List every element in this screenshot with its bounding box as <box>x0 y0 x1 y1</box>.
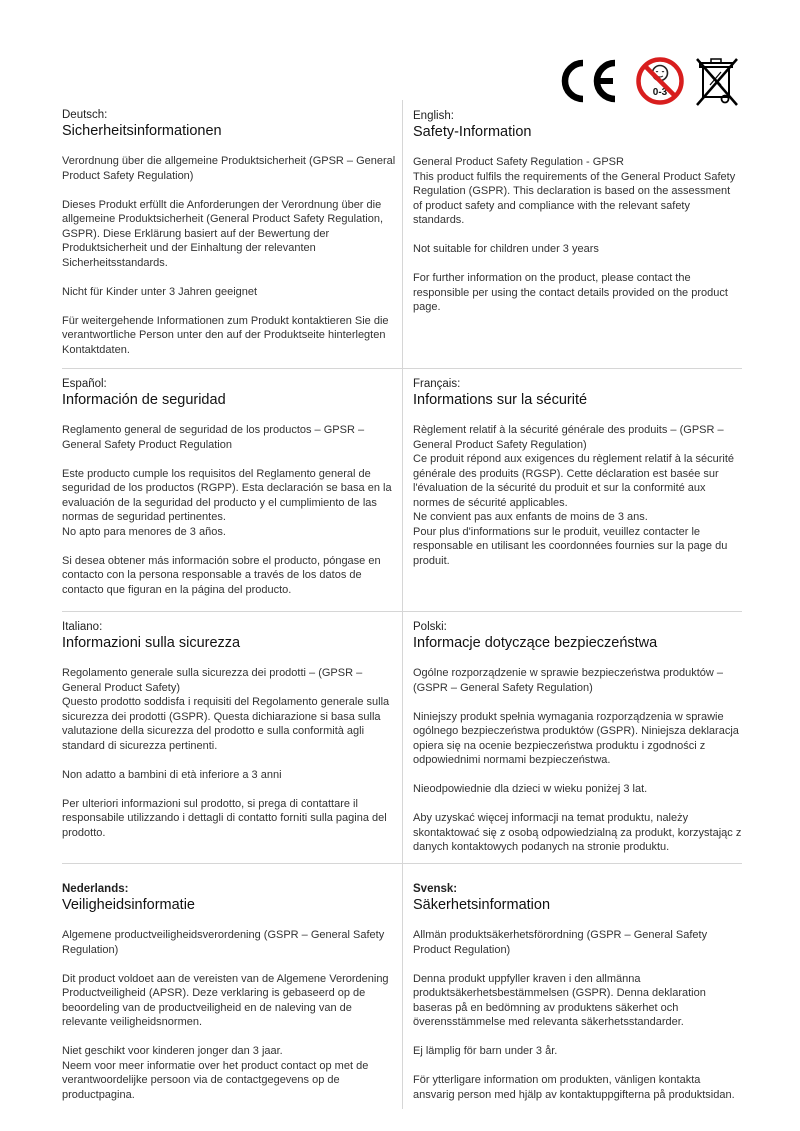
paragraph: Nicht für Kinder unter 3 Jahren geeignet <box>62 285 258 298</box>
section-french <box>402 369 742 611</box>
language-label: Deutsch: <box>62 109 108 121</box>
section-polish <box>402 612 742 863</box>
language-label: Italiano: <box>62 621 103 633</box>
paragraph: Allmän produktsäkerhetsförordning (GSPR – General Safety Product Regulation) <box>413 929 708 956</box>
language-label: Polski: <box>413 621 447 633</box>
paragraph: Algemene productveiligheidsverordening (GSPR – General Safety Regulation) <box>62 929 385 956</box>
paragraph: Für weitergehende Informationen zum Produkt kontaktieren Sie die verantwortliche Person unter den auf der Produktseite hinterlegten Kontaktdaten. <box>62 314 389 356</box>
paragraph: Non adatto a bambini di età inferiore a 3 anni <box>62 768 282 781</box>
section-english <box>402 100 742 368</box>
section-title: Informations sur la sécurité <box>413 392 588 408</box>
row-es-fr <box>62 369 742 612</box>
section-title: Veiligheidsinformatie <box>62 897 195 913</box>
language-label: Nederlands: <box>62 883 129 895</box>
language-label: English: <box>413 110 454 122</box>
section-spanish <box>62 369 402 611</box>
row-de-en <box>62 100 742 369</box>
language-label: Français: <box>413 378 461 390</box>
section-dutch <box>62 864 402 1109</box>
paragraph: För ytterligare information om produkten, vänligen kontakta ansvarig person med hjälp av kontaktuppgifterna på produktsidan. <box>413 1074 735 1101</box>
paragraph: Règlement relatif à la sécurité générale des produits – (GPSR – General Product Safety Regulation) Ce produit répond aux exigences du règlement relatif à la sécurité générale des produits (RGSP). Cette déclaration est basée sur l'évaluation de la sécurité du produit et sur la conformité aux normes de sécurité applicables. Ne convient pas aux enfants de moins de 3 ans. Pour plus d'informations sur le produit, veuillez contacter le responsable en utilisant les coordonnées fournies sur la page du produit. <box>413 424 735 567</box>
paragraph: Denna produkt uppfyller kraven i den allmänna produktsäkerhetsbestämmelsen (GSPR). Denna deklaration baseras på en bedömning av produktens säkerhet och överensstämmelse med relevanta säkerhetsstandarder. <box>413 972 706 1028</box>
ce-mark-icon <box>555 57 621 105</box>
section-title: Información de seguridad <box>62 392 226 408</box>
section-title: Säkerhetsinformation <box>413 897 551 913</box>
not-for-children-0-3-icon <box>635 56 685 106</box>
paragraph: For further information on the product, please contact the responsible per using the contact details provided on the product page. <box>413 272 728 313</box>
section-title: Informazioni sulla sicurezza <box>62 635 241 651</box>
paragraph: Este producto cumple los requisitos del Reglamento general de seguridad de los productos (RGPP). Esta declaración se basa en la evaluación de la seguridad del producto y el cumplimiento de las normas de seguridad pertinentes. No apto para menores de 3 años. <box>62 467 392 538</box>
language-label: Español: <box>62 378 107 390</box>
section-title: Sicherheitsinformationen <box>62 123 222 139</box>
language-label: Svensk: <box>413 883 458 895</box>
paragraph: Niet geschikt voor kinderen jonger dan 3 jaar. Neem voor meer informatie over het product contact op met de verantwoordelijke persoon via de contactgegevens op de productpagina. <box>62 1045 369 1101</box>
section-title: Informacje dotyczące bezpieczeństwa <box>413 635 658 651</box>
paragraph: Dit product voldoet aan de vereisten van de Algemene Verordening Productveiligheid (APSR). Deze verklaring is gebaseerd op de beoordeling van de productveiligheid en de naleving van de relevante veiligheidsnormen. <box>62 972 389 1028</box>
section-italian <box>62 612 402 863</box>
safety-info-grid <box>62 100 742 1109</box>
section-swedish <box>402 864 742 1109</box>
section-german <box>62 100 402 368</box>
paragraph: Regolamento generale sulla sicurezza dei prodotti – (GPSR – General Product Safety) Questo prodotto soddisfa i requisiti del Regolamento generale sulla sicurezza dei prodotti (GSPR). Questa dichiarazione si basa sulla valutazione della sicurezza del prodotto e sulla conformità agli standard di sicurezza pertinenti. <box>62 667 390 752</box>
paragraph: Dieses Produkt erfüllt die Anforderungen der Verordnung über die allgemeine Produktsicherheit (General Product Safety Regulation, GSPR). Diese Erklärung basiert auf der Bewertung der Produktsicherheit und der Einhaltung der relevanten Sicherheitsstandards. <box>62 198 384 269</box>
paragraph: Niniejszy produkt spełnia wymagania rozporządzenia w sprawie ogólnego bezpieczeństwa produktów (GSPR). Niniejsza deklaracja opiera się na ocenie bezpieczeństwa produktu i zgodności z odpowiednimi normami bezpieczeństwa. <box>413 710 739 766</box>
paragraph: General Product Safety Regulation - GPSR This product fulfils the requirements of the General Product Safety Regulation (GSPR). This declaration is based on the assessment of product safety and compliance with the relevant safety standards. <box>413 156 736 226</box>
paragraph: Nieodpowiednie dla dzieci w wieku poniżej 3 lat. <box>413 783 648 795</box>
section-title: Safety-Information <box>413 124 532 140</box>
paragraph: Reglamento general de seguridad de los productos – GPSR – General Safety Product Regulation <box>62 424 365 451</box>
paragraph: Verordnung über die allgemeine Produktsicherheit (GPSR – General Product Safety Regulation) <box>62 155 396 182</box>
paragraph: Not suitable for children under 3 years <box>413 243 599 255</box>
paragraph: Ogólne rozporządzenie w sprawie bezpieczeństwa produktów – (GSPR – General Safety Regulation) <box>413 667 724 694</box>
paragraph: Aby uzyskać więcej informacji na temat produktu, należy skontaktować się z osobą odpowiedzialną za produkt, korzystając z danych kontaktowych podanych na stronie produktu. <box>413 812 742 853</box>
paragraph: Si desea obtener más información sobre el producto, póngase en contacto con la persona responsable a través de los datos de contacto que figuran en la página del producto. <box>62 554 381 596</box>
row-nl-sv <box>62 864 742 1109</box>
age-range-label: 0-3 <box>652 87 668 98</box>
paragraph: Per ulteriori informazioni sul prodotto, si prega di contattare il responsabile utilizzando i dettagli di contatto forniti sulla pagina del prodotto. <box>62 797 387 839</box>
row-it-pl <box>62 612 742 864</box>
paragraph: Ej lämplig för barn under 3 år. <box>413 1045 558 1057</box>
